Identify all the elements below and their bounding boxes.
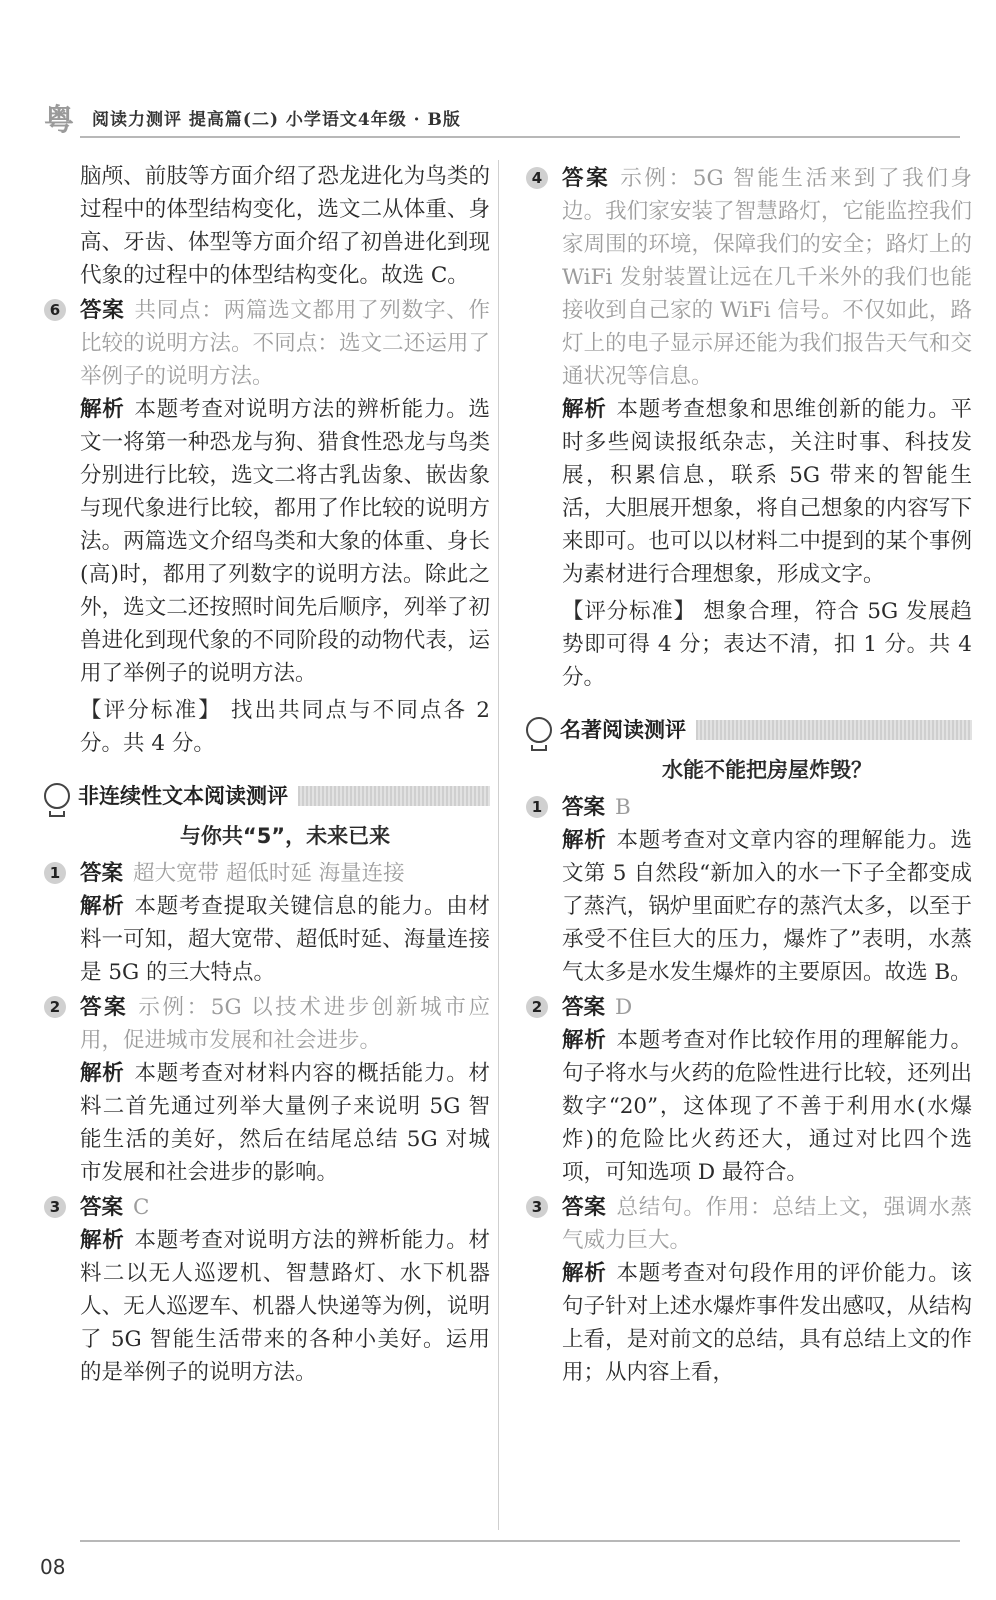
- explanation-text: 本题考查提取关键信息的能力。由材料一可知，超大宽带、超低时延、海量连接是 5G 的三大特点。: [80, 894, 490, 985]
- question-number-badge: 4: [526, 167, 548, 189]
- explanation-label: 解析: [80, 1061, 125, 1086]
- explanation-line: [80, 1057, 490, 1189]
- column-divider: [498, 160, 499, 1530]
- question-3: [49, 1191, 490, 1389]
- answer-label: 答案: [80, 1195, 124, 1220]
- explanation-line: [80, 890, 490, 989]
- explanation-label: 解析: [562, 397, 607, 422]
- question-4: [531, 162, 972, 694]
- explanation-text: 本题考查想象和思维创新的能力。平时多些阅读报纸杂志，关注时事、科技发展，积累信息，联系 5G 带来的智能生活，大胆展开想象，将自己想象的内容写下来即可。也可以以材料二中提到的某个事例为素材进行合理想象，形成文字。: [562, 397, 972, 587]
- explanation-line: [80, 393, 490, 690]
- question-number-badge: 2: [44, 996, 66, 1018]
- scoring-standard: 【评分标准】 想象合理，符合 5G 发展趋势即可得 4 分；表达不清，扣 1 分。共 4 分。: [562, 599, 972, 690]
- article-title: 与你共“5”，未来已来: [179, 824, 391, 848]
- page-number: 08: [40, 1555, 66, 1579]
- question-3: [531, 1191, 972, 1389]
- explanation-label: 解析: [80, 1228, 125, 1253]
- explanation-label: 解析: [562, 1261, 607, 1286]
- left-column: [49, 160, 490, 1389]
- answer-text: B: [615, 795, 631, 820]
- explanation-line: [562, 1257, 972, 1389]
- answer-text: 示例：5G 智能生活来到了我们身边。我们家安装了智慧路灯，它能监控我们家周围的环境，保障我们的安全；路灯上的 WiFi 发射装置让远在几千米外的我们也能接收到自己家的 WiFi 信号。不仅如此，路灯上的电子显示屏还能为我们报告天气和交通状况等信息。: [562, 166, 972, 389]
- explanation-line: [562, 1024, 972, 1189]
- footer-rule: [80, 1540, 960, 1542]
- answer-text: 超大宽带 超低时延 海量连接: [133, 861, 405, 886]
- answer-line: [80, 1191, 490, 1224]
- question-number-badge: 3: [44, 1196, 66, 1218]
- scoring-standard: 【评分标准】 找出共同点与不同点各 2 分。共 4 分。: [80, 698, 490, 756]
- answer-label: 答案: [80, 861, 124, 886]
- reader-avatar-icon: [526, 717, 552, 743]
- answer-label: 答案: [80, 995, 129, 1020]
- explanation-line: [562, 824, 972, 989]
- section-title: 非连续性文本阅读测评: [78, 783, 288, 808]
- explanation-label: 解析: [80, 397, 125, 422]
- brand-logo-icon: 粤: [44, 103, 74, 138]
- question-2: [531, 991, 972, 1189]
- explanation-label: 解析: [80, 894, 125, 919]
- answer-text: 总结句。作用：总结上文，强调水蒸气威力巨大。: [562, 1195, 972, 1253]
- section-bar: [696, 720, 972, 740]
- question-number-badge: 1: [526, 796, 548, 818]
- right-column: [531, 160, 972, 1389]
- explanation-text: 本题考查对说明方法的辨析能力。选文一将第一种恐龙与狗、猎食性恐龙与鸟类分别进行比较，选文二将古乳齿象、嵌齿象与现代象进行比较，都用了作比较的说明方法。两篇选文介绍鸟类和大象的体重、身长(高)时，都用了列数字的说明方法。除此之外，选文二还按照时间先后顺序，列举了初兽进化到现代象的不同阶段的动物代表，运用了举例子的说明方法。: [80, 397, 490, 686]
- answer-line: [562, 991, 972, 1024]
- explanation-text: 本题考查对材料内容的概括能力。材料二首先通过列举大量例子来说明 5G 智能生活的美好，然后在结尾总结 5G 对城市发展和社会进步的影响。: [80, 1061, 490, 1185]
- explanation-label: 解析: [562, 828, 607, 853]
- explanation-text: 本题考查对说明方法的辨析能力。材料二以无人巡逻机、智慧路灯、水下机器人、无人巡逻车、机器人快递等为例，说明了 5G 智能生活带来的各种小美好。运用的是举例子的说明方法。: [80, 1228, 490, 1385]
- article-title: 水能不能把房屋炸毁？: [662, 758, 872, 782]
- answer-label: 答案: [80, 298, 125, 323]
- question-number-badge: 1: [44, 862, 66, 884]
- answer-label: 答案: [562, 995, 606, 1020]
- reader-avatar-icon: [44, 783, 70, 809]
- page-header: [40, 96, 960, 138]
- answer-text: D: [615, 995, 633, 1020]
- explanation-text: 本题考查对作比较作用的理解能力。句子将水与火药的危险性进行比较，还列出数字“20”，这体现了不善于利用水(水爆炸)的危险比火药还大，通过对比四个选项，可知选项 D 最符合。: [562, 1028, 972, 1185]
- answer-line: [562, 162, 972, 393]
- answer-label: 答案: [562, 795, 606, 820]
- answer-text: C: [133, 1195, 150, 1220]
- explanation-line: [562, 393, 972, 591]
- explanation-label: 解析: [562, 1028, 607, 1053]
- question-number-badge: 6: [44, 299, 66, 321]
- explanation-text: 本题考查对文章内容的理解能力。选文第 5 自然段“新加入的水一下子全都变成了蒸汽，锅炉里面贮存的蒸汽太多，以至于承受不住巨大的压力，爆炸了”表明，水蒸气太多是水发生爆炸的主要原因。故选 B。: [562, 828, 972, 985]
- answer-line: [80, 857, 490, 890]
- section-title: 名著阅读测评: [560, 717, 686, 742]
- question-number-badge: 3: [526, 1196, 548, 1218]
- continued-paragraph: 脑颅、前肢等方面介绍了恐龙进化为鸟类的过程中的体型结构变化，选文二从体重、身高、牙齿、体型等方面介绍了初兽进化到现代象的过程中的体型结构变化。故选 C。: [80, 164, 490, 288]
- question-6: [49, 294, 490, 760]
- answer-label: 答案: [562, 166, 611, 191]
- answer-label: 答案: [562, 1195, 607, 1220]
- question-1: [531, 791, 972, 989]
- header-title: 阅读力测评 提高篇(二) 小学语文4年级 · B版: [92, 109, 461, 130]
- question-1: [49, 857, 490, 989]
- section-bar: [298, 786, 490, 806]
- answer-line: [80, 294, 490, 393]
- explanation-line: [80, 1224, 490, 1389]
- section-header-classics: [562, 712, 972, 748]
- section-header-nonlinear: [80, 778, 490, 814]
- question-2: [49, 991, 490, 1189]
- answer-text: 示例：5G 以技术进步创新城市应用，促进城市发展和社会进步。: [80, 995, 490, 1053]
- question-number-badge: 2: [526, 996, 548, 1018]
- answer-text: 共同点：两篇选文都用了列数字、作比较的说明方法。不同点：选文二还运用了举例子的说明方法。: [80, 298, 490, 389]
- explanation-text: 本题考查对句段作用的评价能力。该句子针对上述水爆炸事件发出感叹，从结构上看，是对前文的总结，具有总结上文的作用；从内容上看，: [562, 1261, 972, 1385]
- header-rule: [80, 136, 960, 138]
- answer-line: [562, 791, 972, 824]
- answer-line: [562, 1191, 972, 1257]
- answer-line: [80, 991, 490, 1057]
